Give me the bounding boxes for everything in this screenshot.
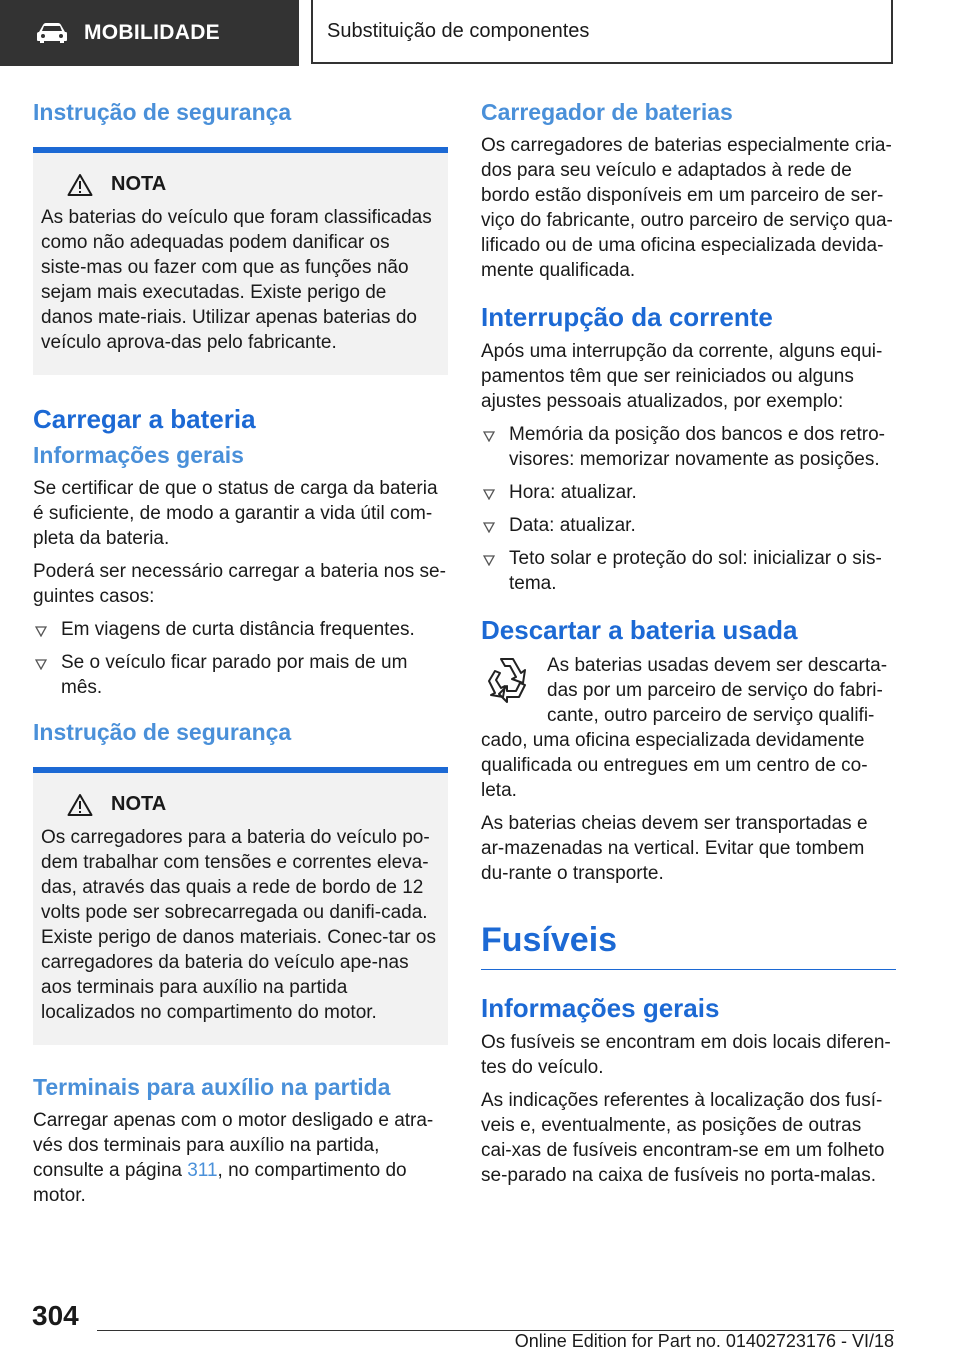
paragraph: Os fusíveis se encontram em dois locais diferen-tes do veículo. xyxy=(481,1032,891,1079)
triangle-bullet-icon xyxy=(483,488,495,500)
heading-rule xyxy=(481,969,896,970)
paragraph: Carregar apenas com o motor desligado e atra-vés dos terminais para auxílio na partida, consulte a página 311, no compartimento do motor. xyxy=(33,1109,434,1206)
note-box-1 xyxy=(33,147,448,375)
heading-fuses-general: Informações gerais xyxy=(481,992,720,1023)
list-item: Teto solar e proteção do sol: inicializar o sis-tema. xyxy=(481,546,896,596)
car-icon xyxy=(36,22,68,44)
left-column xyxy=(33,98,448,1216)
triangle-bullet-icon xyxy=(483,430,495,442)
triangle-bullet-icon xyxy=(483,521,495,533)
triangle-bullet-icon xyxy=(483,554,495,566)
right-column xyxy=(481,98,896,1196)
paragraph: As baterias usadas devem ser descarta-das por um parceiro de serviço do fabri-cante, outro parceiro de serviço qualifi-cado, uma oficina especializada devidamente qualificada ou entregues em um centro de co-leta. xyxy=(481,654,888,801)
heading-safety-2: Instrução de segurança xyxy=(33,719,292,745)
heading-jump-terminals: Terminais para auxílio na partida xyxy=(33,1073,391,1100)
warning-triangle-icon xyxy=(67,173,93,197)
note-label: NOTA xyxy=(111,173,167,196)
note-label: NOTA xyxy=(111,793,167,816)
note-header xyxy=(67,793,440,817)
note-box-2 xyxy=(33,767,448,1045)
warning-triangle-icon xyxy=(67,793,93,817)
dispose-block xyxy=(481,653,896,811)
paragraph: Após uma interrupção da corrente, alguns equi-pamentos têm que ser reiniciados ou alguns ajustes pessoais atualizados, por exemplo: xyxy=(481,341,883,413)
note-text: Os carregadores para a bateria do veículo po-dem trabalhar com tensões e correntes eleva-das, através das quais a rede de bordo de 12 volts pode ser sobrecarregada ou danifi-cada. Existe perigo de danos materiais. Conec-tar os carregadores da bateria do veículo ape-nas aos terminais para auxílio na partida localizados no compartimento do motor. xyxy=(41,826,436,1023)
bullet-list xyxy=(481,422,896,596)
paragraph: As baterias cheias devem ser transportadas e ar-mazenadas na vertical. Evitar que tombem du-rante o transporte. xyxy=(481,812,868,884)
list-item: Em viagens de curta distância frequentes. xyxy=(33,617,448,642)
list-item: Hora: atualizar. xyxy=(481,480,896,505)
chapter-label: Substituição de componentes xyxy=(327,19,590,42)
triangle-bullet-icon xyxy=(35,625,47,637)
paragraph: As indicações referentes à localização dos fusí-veis e, eventualmente, as posições de outras cai-xas de fusíveis encontram-se em um folheto se-parado na caixa de fusíveis no porta-malas. xyxy=(481,1090,885,1187)
edition-text: Online Edition for Part no. 01402723176 - VI/18 xyxy=(514,1331,894,1351)
list-item: Memória da posição dos bancos e dos retro-visores: memorizar novamente as posições. xyxy=(481,422,896,472)
paragraph: Se certificar de que o status de carga da bateria é suficiente, de modo a garantir a vida útil com-pleta da bateria. xyxy=(33,478,438,549)
paragraph: Poderá ser necessário carregar a bateria nos se-guintes casos: xyxy=(33,561,446,607)
chapter-tab[interactable] xyxy=(311,0,893,64)
bullet-list xyxy=(33,617,448,700)
section-label: MOBILIDADE xyxy=(84,21,220,44)
section-tab[interactable] xyxy=(0,0,299,66)
heading-general-info: Informações gerais xyxy=(33,442,244,469)
note-header xyxy=(67,173,440,197)
heading-dispose-battery: Descartar a bateria usada xyxy=(481,615,798,646)
heading-safety-1: Instrução de segurança xyxy=(33,99,292,125)
heading-charge-battery: Carregar a bateria xyxy=(33,403,256,434)
page-link[interactable]: 311 xyxy=(187,1159,218,1181)
heading-fuses: Fusíveis xyxy=(481,920,618,959)
heading-battery-charger: Carregador de baterias xyxy=(481,99,733,125)
heading-power-interruption: Interrupção da corrente xyxy=(481,301,773,332)
note-text: As baterias do veículo que foram classificadas como não adequadas podem danificar os siste-mas ou fazer com que as funções não sejam mais executadas. Existe perigo de danos mate-riais. Utilizar apenas baterias do veículo aprova-das pelo fabricante. xyxy=(41,206,432,353)
paragraph: Os carregadores de baterias especialmente cria-dos para seu veículo e adaptados à rede de bordo estão disponíveis em um parceiro de ser-viço do fabricante, outro parceiro de serviço qua-lificado ou de uma oficina especializada devida-mente qualificada. xyxy=(481,134,893,281)
triangle-bullet-icon xyxy=(35,658,47,670)
page-number: 304 xyxy=(32,1300,79,1331)
page-header xyxy=(0,0,960,66)
list-item: Data: atualizar. xyxy=(481,513,896,538)
recycle-icon xyxy=(481,653,533,707)
list-item: Se o veículo ficar parado por mais de um mês. xyxy=(33,650,448,700)
